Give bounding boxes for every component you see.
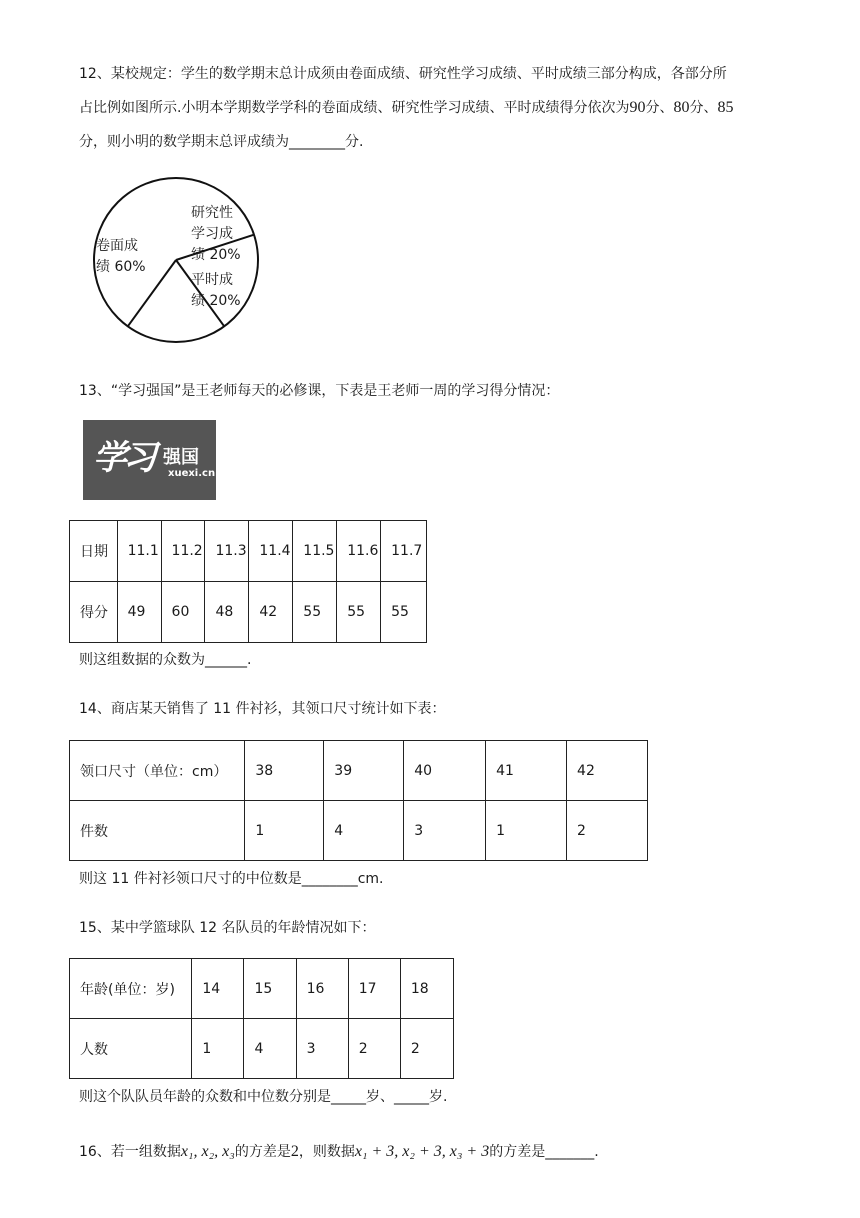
pie-slice-label: 绩 20% [191, 247, 241, 263]
xuexi-logo [83, 420, 216, 500]
q16-mid-2: ，则数据 [298, 1144, 355, 1160]
table-cell: 55 [293, 582, 337, 643]
q12-unit-2: 分、 [689, 100, 718, 116]
table-cell: 1 [245, 801, 324, 861]
table-cell: 49 [117, 582, 161, 643]
table-cell: 15 [244, 959, 296, 1019]
row-header-size: 领口尺寸（单位：cm） [70, 741, 245, 801]
logo-url-text: xuexi.cn [168, 468, 216, 479]
table-cell: 38 [245, 741, 324, 801]
q12-score-daily: 85 [717, 99, 734, 116]
table-cell: 2 [400, 1019, 453, 1079]
pie-slice-label: 卷面成 [96, 238, 138, 254]
table-cell: 1 [486, 801, 567, 861]
table-cell: 16 [296, 959, 348, 1019]
table-cell: 40 [404, 741, 486, 801]
logo-brand-text: 强国 [163, 447, 199, 468]
q16-mid-1: 的方差是 [234, 1144, 291, 1160]
table-cell: 18 [400, 959, 453, 1019]
table-cell: 2 [567, 801, 648, 861]
q16-prefix: 16、若一组数据 [79, 1144, 181, 1160]
table-cell: 14 [192, 959, 244, 1019]
pie-slice-label: 研究性 [191, 205, 233, 221]
q15-line: 15、某中学篮球队 12 名队员的年龄情况如下： [79, 920, 376, 936]
pie-chart [88, 176, 268, 346]
score-table [69, 520, 427, 643]
table-row [70, 801, 648, 861]
table-row [70, 582, 427, 643]
row-header-date: 日期 [70, 521, 118, 582]
table-row [70, 521, 427, 582]
table-cell: 55 [381, 582, 427, 643]
table-cell: 11.2 [161, 521, 205, 582]
row-header-score: 得分 [70, 582, 118, 643]
table-cell: 11.1 [117, 521, 161, 582]
table-cell: 11.5 [293, 521, 337, 582]
pie-slice-label: 学习成 [191, 226, 233, 242]
q12-line-2-text: 占比例如图所示.小明本学期数学学科的卷面成绩、研究性学习成绩、平时成绩得分依次为 [79, 100, 630, 116]
table-row [70, 1019, 454, 1079]
q13-line: 13、“学习强国”是王老师每天的必修课，下表是王老师一周的学习得分情况： [79, 383, 560, 399]
q12-line-2 [79, 97, 733, 119]
q16-new-set: x₁ + 3, x₂ + 3, x₃ + 3 [354, 1143, 490, 1160]
q16-variance: 2 [290, 1143, 299, 1160]
q14-line: 14、商店某天销售了 11 件衬衫，其领口尺寸统计如下表： [79, 701, 446, 717]
q12-unit-1: 分、 [645, 100, 674, 116]
q16-suffix: 的方差是_______. [489, 1144, 599, 1160]
row-header-age: 年龄(单位：岁) [70, 959, 192, 1019]
table-row [70, 959, 454, 1019]
age-table [69, 958, 454, 1079]
table-cell: 48 [205, 582, 249, 643]
row-header-count: 件数 [70, 801, 245, 861]
q12-score-research: 80 [673, 99, 690, 116]
table-cell: 60 [161, 582, 205, 643]
table-cell: 39 [324, 741, 404, 801]
table-cell: 4 [324, 801, 404, 861]
pie-slice-label: 绩 20% [191, 293, 241, 309]
table-cell: 4 [244, 1019, 296, 1079]
table-row [70, 741, 648, 801]
q15-answer-line: 则这个队队员年龄的众数和中位数分别是_____岁、_____岁. [79, 1089, 448, 1105]
table-cell: 41 [486, 741, 567, 801]
table-cell: 17 [348, 959, 400, 1019]
table-cell: 42 [567, 741, 648, 801]
q12-line-1: 12、某校规定：学生的数学期末总计成须由卷面成绩、研究性学习成绩、平时成绩三部分构成，各部分所 [79, 66, 727, 82]
table-cell: 3 [404, 801, 486, 861]
q14-answer-line: 则这 11 件衬衫领口尺寸的中位数是________cm. [79, 871, 384, 887]
table-cell: 11.3 [205, 521, 249, 582]
q16-line [79, 1141, 599, 1163]
table-cell: 55 [337, 582, 381, 643]
q13-answer-line: 则这组数据的众数为______. [79, 652, 252, 668]
q16-data-set: x₁, x₂, x₃ [180, 1143, 235, 1160]
pie-slice-label: 平时成 [191, 272, 233, 288]
table-cell: 11.6 [337, 521, 381, 582]
table-cell: 2 [348, 1019, 400, 1079]
table-cell: 11.4 [249, 521, 293, 582]
logo-script-text: 学习 [93, 438, 153, 478]
table-cell: 1 [192, 1019, 244, 1079]
q12-line-3: 分，则小明的数学期末总评成绩为________分. [79, 134, 364, 150]
pie-slice-label: 绩 60% [96, 259, 146, 275]
table-cell: 3 [296, 1019, 348, 1079]
q12-score-paper: 90 [629, 99, 646, 116]
table-cell: 42 [249, 582, 293, 643]
row-header-people: 人数 [70, 1019, 192, 1079]
table-cell: 11.7 [381, 521, 427, 582]
collar-table [69, 740, 648, 861]
